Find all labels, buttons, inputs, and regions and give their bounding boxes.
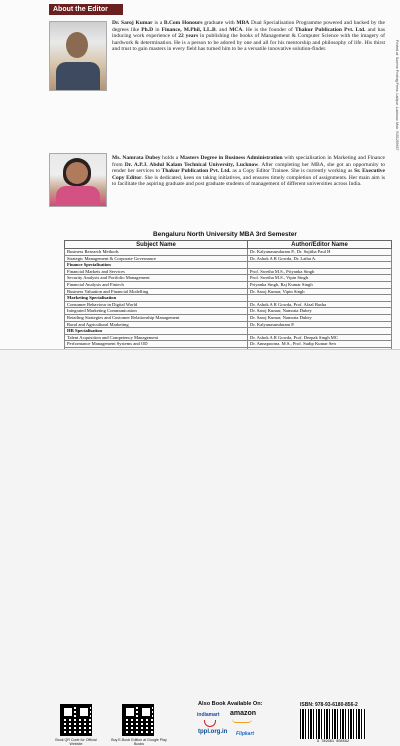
barcode [300,709,366,739]
table-row [65,281,392,288]
e1-mba: MBA [236,20,250,26]
editor2-name: Ms. Namrata Dubey [112,155,161,161]
indiamart-icon [204,720,216,727]
e2-text-c: . After completing her MBA, she got an opportunity to render her services to [112,161,385,175]
e2-text-a: holds a [160,155,180,161]
e1-text-c: Dual Specialisation Programme powered and backed by the degrees like [112,20,385,33]
table-row [65,275,392,282]
qr1-label: Book QR Code for Official Website [55,738,97,746]
subject-cell: Retailing Strategies and Customer Relationship Management [65,314,248,321]
table-header-row [65,241,392,249]
e2-university: Dr. A.P.J. Abdul Kalam Technical University, Lucknow [124,161,259,168]
tppl-logo[interactable]: tppl.org.in [198,729,228,735]
author-cell: Prof. Swetha M.S., Vipin Singh [248,275,392,282]
subject-cell: Talent Acquisition and Competency Management [65,334,248,341]
table-row [65,308,392,315]
subject-cell: Marketing Specialisation [65,295,248,302]
about-editor-banner: About the Editor [49,4,123,15]
website-qr-code[interactable] [60,704,92,736]
author-cell: Dr. Ashok A R Gowda, Dr. Latha A. [248,255,392,262]
editor1-photo [49,21,107,91]
editor1-face [66,32,88,58]
subject-cell: Consumer Behaviour in Digital World [65,301,248,308]
table-section-row [65,328,392,335]
barcode-number: 9 789361 808562 [316,740,350,744]
books-table [64,240,392,361]
e1-years: 22 years [178,33,199,40]
e2-degree: Masters Degree in Business Administration [179,155,283,161]
e1-text-e: . and [215,26,230,33]
e2-role: Sr. Executive Copy Editor [112,168,385,181]
author-cell: Dr. Ashok A R Gowda, Prof. Afzal Basha [248,301,392,308]
author-cell: Dr. Kalyanasundaram P., Dr. Sujitha Paul H [248,249,392,256]
e1-phd: Ph.D [141,26,154,33]
table-row [65,249,392,256]
table-row [65,314,392,321]
e1-text-b: graduate with [202,20,237,26]
e1-mca: MCA [229,26,243,33]
subject-cell: HR Specialisation [65,328,248,335]
table-row [65,288,392,295]
author-cell [248,262,392,269]
editor1-bio [112,20,385,53]
header-author: Author/Editor Name [248,241,392,249]
author-cell: Dr. Saroj Kumar, Vipin Singh [248,288,392,295]
author-cell: Priyanka Singh, Raj Kumar Singh [248,281,392,288]
e1-company: Thakur Publication Pvt. Ltd. [295,26,366,33]
author-cell [248,295,392,302]
table-title: Bengaluru North University MBA 3rd Semester [153,231,297,238]
e1-text-f: . He is the founder of [242,26,295,33]
e2-text-b: with specialisation in Marketing and Finance from [112,155,385,168]
isbn-label: ISBN: 978-93-6180-856-2 [300,702,358,708]
header-subject: Subject Name [65,241,248,249]
table-section-row [65,262,392,269]
indiamart-logo[interactable]: indiamart [197,712,220,718]
author-cell: Prof. Swetha M.S., Priyanka Singh [248,268,392,275]
table-body [65,249,392,361]
subject-cell: Strategic Management & Corporate Governance [65,255,248,262]
printer-side-text: Printed at: Sunrise Printing Press, Lalitpur, Lucknow. Mob: 9151269457 [395,40,399,151]
author-cell: Dr. Annapoorna. M.S., Prof. Sudip Kumar Sen [248,341,392,348]
editor2-bio [112,155,385,188]
editor1-body [56,62,100,91]
subject-cell: Security Analysis and Portfolio Management [65,275,248,282]
table-row [65,341,392,348]
editor2-body [56,186,100,207]
author-cell [248,328,392,335]
subject-cell: Business Research Methods [65,249,248,256]
e1-text-d: in [153,26,162,33]
subject-cell: Integrated Marketing Communication [65,308,248,315]
amazon-smile-icon [232,719,252,723]
author-cell: Dr. Ashok A R Gowda, Prof. Deepak Singh MC [248,334,392,341]
footer-bar [0,349,400,746]
table-row [65,334,392,341]
subject-cell: Financial Markets and Services [65,268,248,275]
e2-text-e: . She is dedicated, keen on taking initiatives, and ensures timely completion of assignments. Her main aim is to facilitate the aspiring graduate and post graduate students of management of different universities across India. [112,174,385,188]
table-row [65,255,392,262]
subject-cell: Financial Analysis and Fintech [65,281,248,288]
subject-cell: Business Valuation and Financial Modelling [65,288,248,295]
subject-cell: Performance Management Systems and OD [65,341,248,348]
table-row [65,301,392,308]
table-row [65,268,392,275]
author-cell: Dr. Saroj Kumar, Namrata Dubey [248,314,392,321]
author-cell: Dr. Saroj Kumar, Namrata Dubey [248,308,392,315]
table-row [65,321,392,328]
flipkart-logo[interactable]: Flipkart [236,731,255,737]
e2-text-d: as a Copy Editor Trainee. She is currently working as [230,168,355,175]
amazon-logo[interactable]: amazon [230,710,257,717]
subject-cell: Rural and Agricultural Marketing [65,321,248,328]
e1-text-h: in publishing the books of Management & Computer Science with the imagery of hardwork & determination. He is a person to be adored by one and all for his mentorship and philosophy of life. His thirst and trust to gain masters in every field has turned him to be a versatile innovative solution-finder. [112,33,385,53]
e1-text-g: and has inducing work experience of [112,26,385,40]
e2-company: Thakur Publication Pvt. Ltd. [161,168,231,175]
editor2-face [66,162,88,184]
editor1-name: Dr. Saroj Kumar [112,20,153,26]
editor2-photo [49,153,107,207]
e1-text-a: is a [152,20,164,26]
table-section-row [65,295,392,302]
subject-cell: Finance Specialisation [65,262,248,269]
author-cell: Dr. Kalyanasundaram P. [248,321,392,328]
e1-degree: B.Com Honours [163,20,203,26]
qr2-label: Buy E-Book Edition at Google Play Books [111,738,167,746]
also-available-label: Also Book Available On: [198,701,263,707]
e1-quals: Finance, M.Phil, LL.B [161,26,216,33]
ebook-qr-code[interactable] [122,704,154,736]
